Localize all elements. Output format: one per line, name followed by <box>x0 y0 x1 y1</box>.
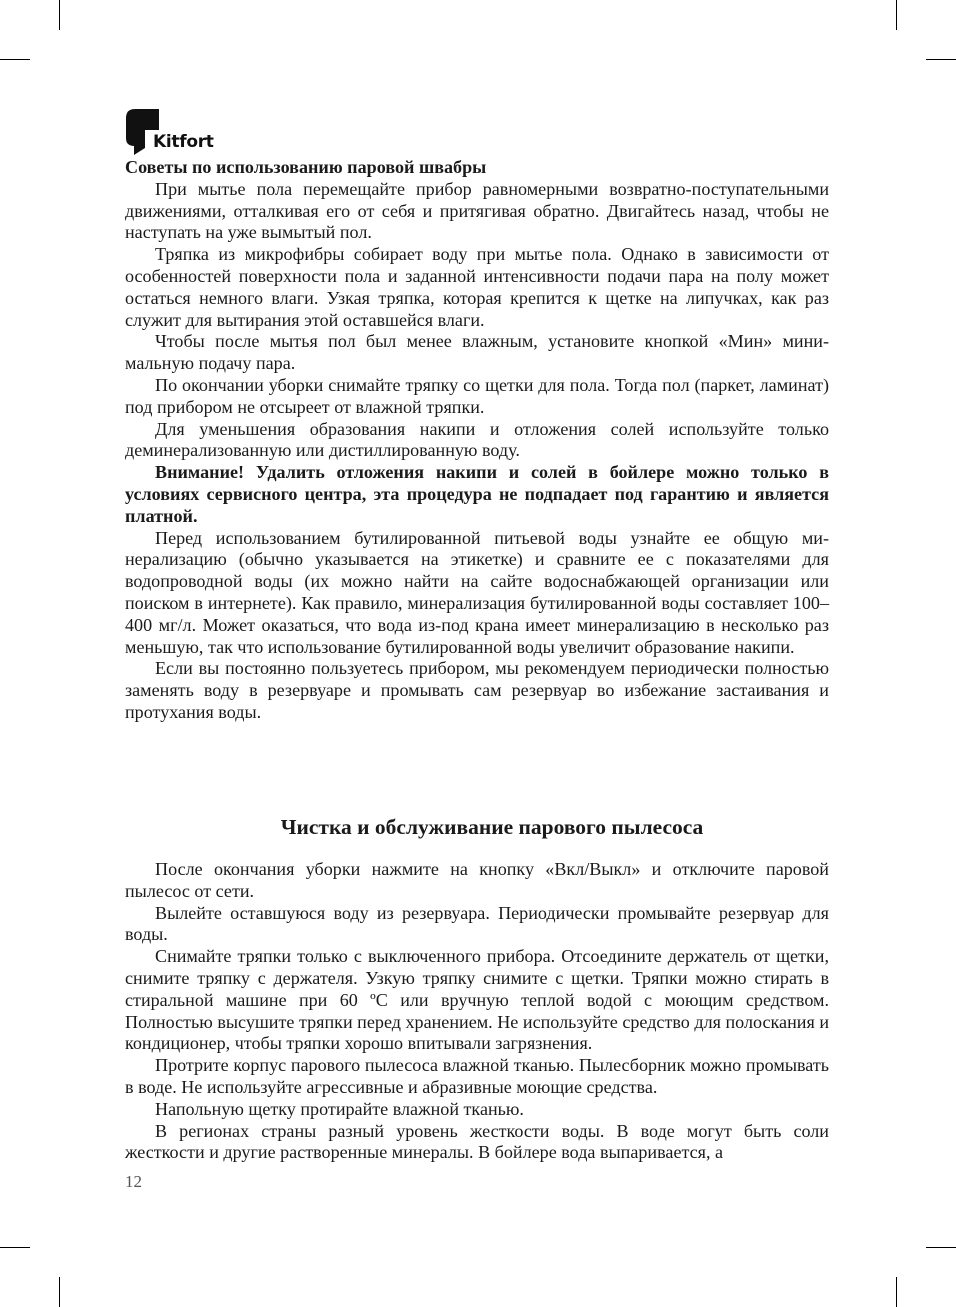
crop-mark <box>896 1277 897 1307</box>
crop-mark <box>59 0 60 30</box>
paragraph: Снимайте тряпки только с выключенного прибора. Отсоедините держатель от щетки, снимите тряпку с держателя. Узкую тряпку снимите с щетки. Тряпки можно стирать в стиральной машине при 60 ºС или вручную теплой водой с моющим средством. Полностью высушите тряпки перед хранением. Не используйте средство для полоскания и кондиционер, чтобы тряпки хорошо впитывали загрязнения. <box>125 946 829 1054</box>
paragraph: В регионах страны разный уровень жесткости воды. В воде могут быть соли жесткости и другие растворенные минералы. В бойлере вода выпаривается, а <box>125 1120 829 1163</box>
crop-mark <box>0 1247 30 1248</box>
paragraph: Чтобы после мытья пол был менее влажным, установите кнопкой «Мин» минимальную подачу пара. <box>125 331 829 374</box>
paragraph: По окончании уборки снимайте тряпку со щетки для пола. Тогда пол (паркет, ламинат) под прибором не отсыреет от влажной тряпки. <box>125 374 829 417</box>
paragraph: Если вы постоянно пользуетесь прибором, мы рекомендуем периодически полностью заменять воду в резервуаре и промывать сам резервуар во избежание застаивания и протухания воды. <box>125 658 829 722</box>
tips-title: Советы по использованию паровой швабры <box>125 157 487 177</box>
paragraph: Вылейте оставшуюся воду из резервуара. Периодически промывайте резервуар для воды. <box>125 902 829 945</box>
paragraph: После окончания уборки нажмите на кнопку «Вкл/Выкл» и отключите паровой пылесос от сети. <box>125 859 829 901</box>
crop-mark <box>896 0 897 30</box>
paragraph: Перед использованием бутилированной питьевой воды узнайте ее общую минерализацию (обычно указывается на этикетке) и сравните ее с показателями для водопроводной воды (их можно найти на сайте водоснабжающей организации или поиском в интернете). Как правило, минерализация бутилированной воды составляет 100–400 мг/л. Может оказаться, что вода из-под крана имеет минерализацию в несколько раз меньшую, так что использование бутилированной воды увеличит образование накипи. <box>125 527 829 657</box>
paragraph: Напольную щетку протирайте влажной тканью. <box>155 1098 524 1119</box>
crop-mark <box>0 59 30 60</box>
crop-mark <box>59 1277 60 1307</box>
crop-mark <box>926 1247 956 1248</box>
paragraph: Протрите корпус парового пылесоса влажной тканью. Пылесборник можно промывать в воде. Не используйте агрессивные и абразивные моющие средства. <box>125 1055 829 1097</box>
crop-mark <box>926 59 956 60</box>
brand-wordmark: Kitfort <box>153 132 214 152</box>
page-number: 12 <box>125 1172 142 1191</box>
section-title: Чистка и обслуживание парового пылесоса <box>280 815 704 839</box>
tips-section <box>125 157 829 724</box>
warning-paragraph: Внимание! Удалить отложения накипи и солей в бойлере можно только в условиях сервисного центра, эта процедура не подпадает под гарантию и является платной. <box>125 462 829 526</box>
paragraph: Тряпка из микрофибры собирает воду при мытье пола. Однако в зависимости от особенностей поверхности пола и заданной интенсивности подачи пара на полу может остаться немного влаги. Узкая тряпка, которая крепится к щетке на липучках, как раз служит для вытирания этой оставшейся влаги. <box>125 244 829 330</box>
brand-logo <box>125 108 235 158</box>
cleaning-section <box>125 859 829 1164</box>
paragraph: При мытье пола перемещайте прибор равномерными возвратно-поступательными движениями, отталкивая его от себя и притягивая обратно. Двигайтесь назад, чтобы не наступать на уже вымытый пол. <box>125 178 829 243</box>
paragraph: Для уменьшения образования накипи и отложения солей используйте только деминерализованную или дистиллированную воду. <box>125 418 829 461</box>
